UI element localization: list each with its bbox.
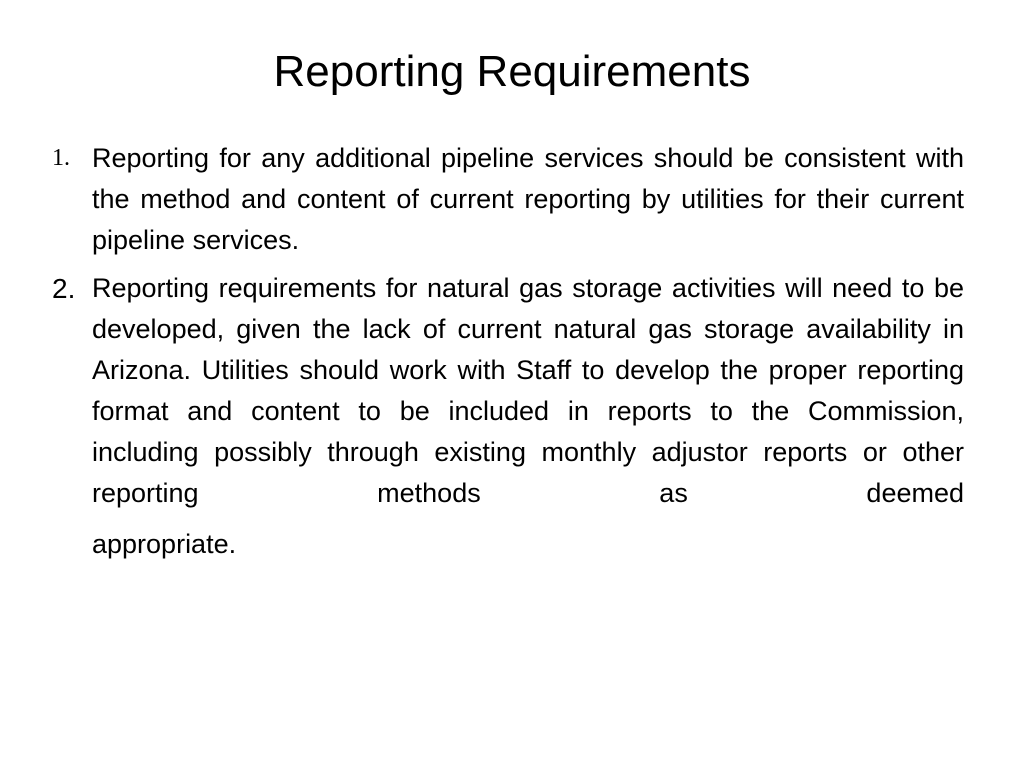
list-item-2 — [52, 268, 964, 565]
list-text-2: Reporting requirements for natural gas storage activities will need to be developed, given the lack of current natural gas storage availability in Arizona. Utilities should work with Staff to develop the proper reporting format and content to be included in reports to the Commission, including possibly through existing monthly adjustor reports or other reporting methods as deemed — [92, 273, 964, 508]
requirements-list — [52, 138, 964, 572]
list-text-1: Reporting for any additional pipeline services should be consistent with the method and content of current reporting by utilities for their current pipeline services. — [92, 143, 964, 255]
slide-title: Reporting Requirements — [273, 47, 751, 96]
list-number-2: 2. — [52, 273, 76, 304]
list-item-1 — [52, 138, 964, 261]
list-text-2-end: appropriate. — [92, 529, 237, 559]
list-number-1: 1. — [52, 145, 70, 171]
